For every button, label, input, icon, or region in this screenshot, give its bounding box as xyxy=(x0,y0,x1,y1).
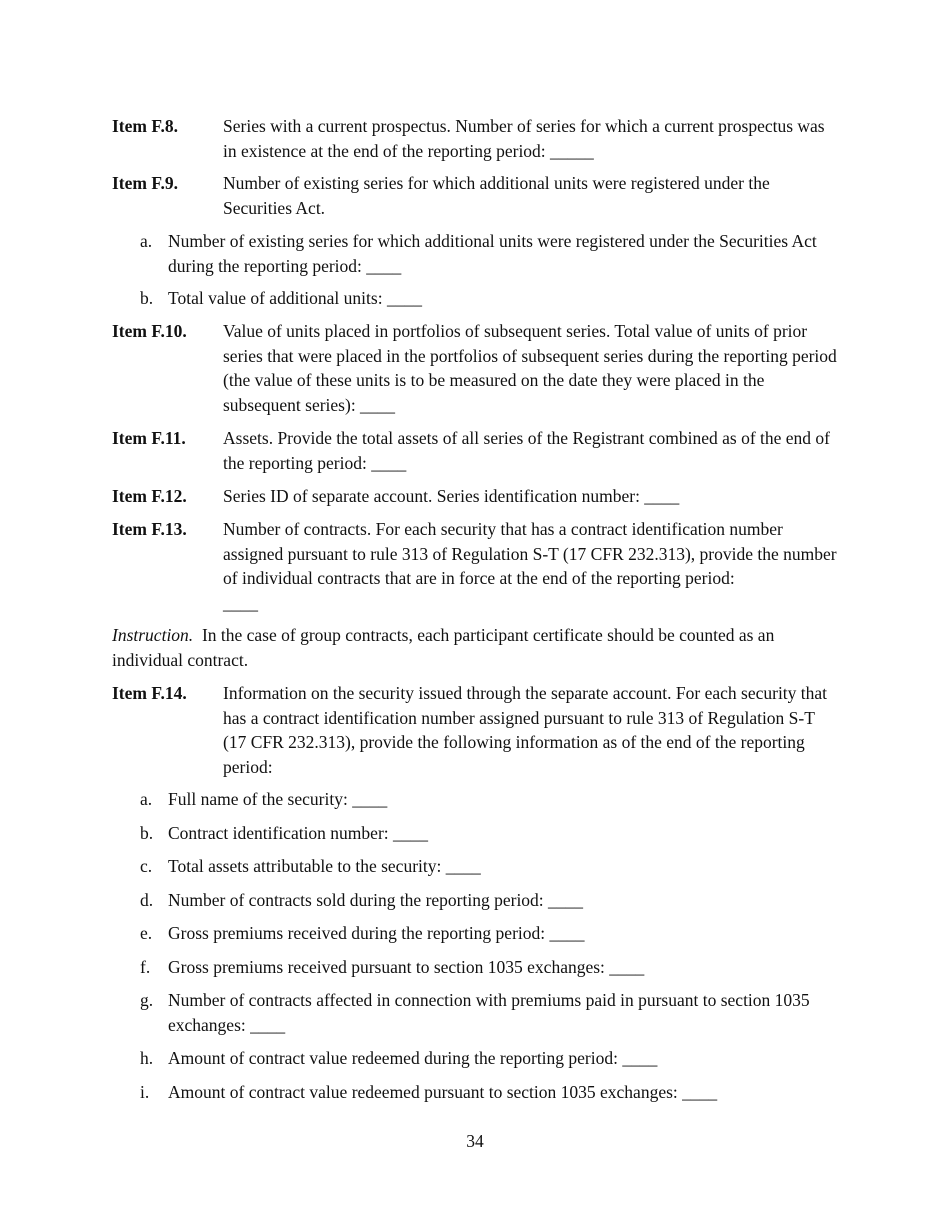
sub-letter: a. xyxy=(140,789,153,809)
item-f12 xyxy=(112,484,842,509)
item-f9-sub-a xyxy=(140,229,840,278)
sub-letter: b. xyxy=(140,288,154,308)
sub-text: Number of existing series for which additional units were registered under the Securities Act during the reporting period: ____ xyxy=(168,231,817,276)
item-f14-label: Item F.14. xyxy=(112,683,187,703)
item-f13 xyxy=(112,517,842,615)
item-f13-body: Number of contracts. For each security that has a contract identification number assigned pursuant to rule 313 of Regulation S-T (17 CFR 232.313), provide the number of individual contracts that are in force at the end of the reporting period: xyxy=(223,519,837,589)
sub-text: Amount of contract value redeemed pursuant to section 1035 exchanges: ____ xyxy=(168,1082,718,1102)
page-number: 34 xyxy=(466,1131,484,1151)
sub-text: Full name of the security: ____ xyxy=(168,789,388,809)
item-f10 xyxy=(112,319,842,417)
item-f14-sub-e xyxy=(140,921,840,946)
sub-text: Contract identification number: ____ xyxy=(168,823,429,843)
item-f8-text: Series with a current prospectus. Number of series for which a current prospectus was in existence at the end of the reporting period: _____ xyxy=(223,116,825,161)
sub-letter: b. xyxy=(140,823,154,843)
sub-letter: g. xyxy=(140,990,154,1010)
sub-letter: i. xyxy=(140,1082,150,1102)
item-f8-label: Item F.8. xyxy=(112,116,178,136)
sub-letter: f. xyxy=(140,957,151,977)
sub-letter: e. xyxy=(140,923,153,943)
item-f9-label: Item F.9. xyxy=(112,173,178,193)
item-f14-sub-f xyxy=(140,955,840,980)
item-f11-text: Assets. Provide the total assets of all series of the Registrant combined as of the end of the reporting period: ____ xyxy=(223,428,831,473)
sub-text: Number of contracts sold during the reporting period: ____ xyxy=(168,890,584,910)
item-f13-label: Item F.13. xyxy=(112,519,187,539)
item-f11-label: Item F.11. xyxy=(112,428,186,448)
sub-text: Total assets attributable to the security: ____ xyxy=(168,856,481,876)
item-f12-label: Item F.12. xyxy=(112,486,187,506)
item-f9-sub-b xyxy=(140,286,840,311)
item-f13-blank: ____ xyxy=(223,592,258,613)
item-f9 xyxy=(112,171,842,220)
sub-text: Amount of contract value redeemed during the reporting period: ____ xyxy=(168,1048,658,1068)
item-f14-sub-d xyxy=(140,888,840,913)
item-f12-text: Series ID of separate account. Series identification number: ____ xyxy=(223,486,680,506)
item-f14-sub-h xyxy=(140,1046,840,1071)
instruction-text: In the case of group contracts, each participant certificate should be counted as an individual contract. xyxy=(112,625,779,670)
sub-letter: a. xyxy=(140,231,153,251)
instruction-paragraph xyxy=(112,623,842,672)
item-f10-label: Item F.10. xyxy=(112,321,187,341)
item-f14-text: Information on the security issued through the separate account. For each security that has a contract identification number assigned pursuant to rule 313 of Regulation S-T (17 CFR 232.313), provide the following information as of the end of the reporting period: xyxy=(223,683,828,777)
instruction-label: Instruction. xyxy=(112,625,194,645)
item-f8 xyxy=(112,114,842,163)
item-f9-text: Number of existing series for which additional units were registered under the Securities Act. xyxy=(223,173,770,218)
sub-letter: c. xyxy=(140,856,153,876)
sub-text: Number of contracts affected in connection with premiums paid in pursuant to section 1035 exchanges: ____ xyxy=(168,990,810,1035)
item-f14-sub-a xyxy=(140,787,840,812)
sub-text: Gross premiums received during the reporting period: ____ xyxy=(168,923,585,943)
item-f14-sub-i xyxy=(140,1080,840,1105)
item-f10-text: Value of units placed in portfolios of subsequent series. Total value of units of prior series that were placed in the portfolios of subsequent series during the reporting period (the value of these units is to be measured on the date they were placed in the subsequent series): ____ xyxy=(223,321,837,415)
item-f13-text xyxy=(223,517,842,615)
sub-text: Total value of additional units: ____ xyxy=(168,288,422,308)
item-f14-sub-c xyxy=(140,854,840,879)
item-f11 xyxy=(112,426,842,475)
item-f14 xyxy=(112,681,842,779)
item-f14-sub-g xyxy=(140,988,840,1037)
sub-text: Gross premiums received pursuant to section 1035 exchanges: ____ xyxy=(168,957,645,977)
sub-letter: d. xyxy=(140,890,154,910)
item-f14-sub-b xyxy=(140,821,840,846)
sub-letter: h. xyxy=(140,1048,154,1068)
